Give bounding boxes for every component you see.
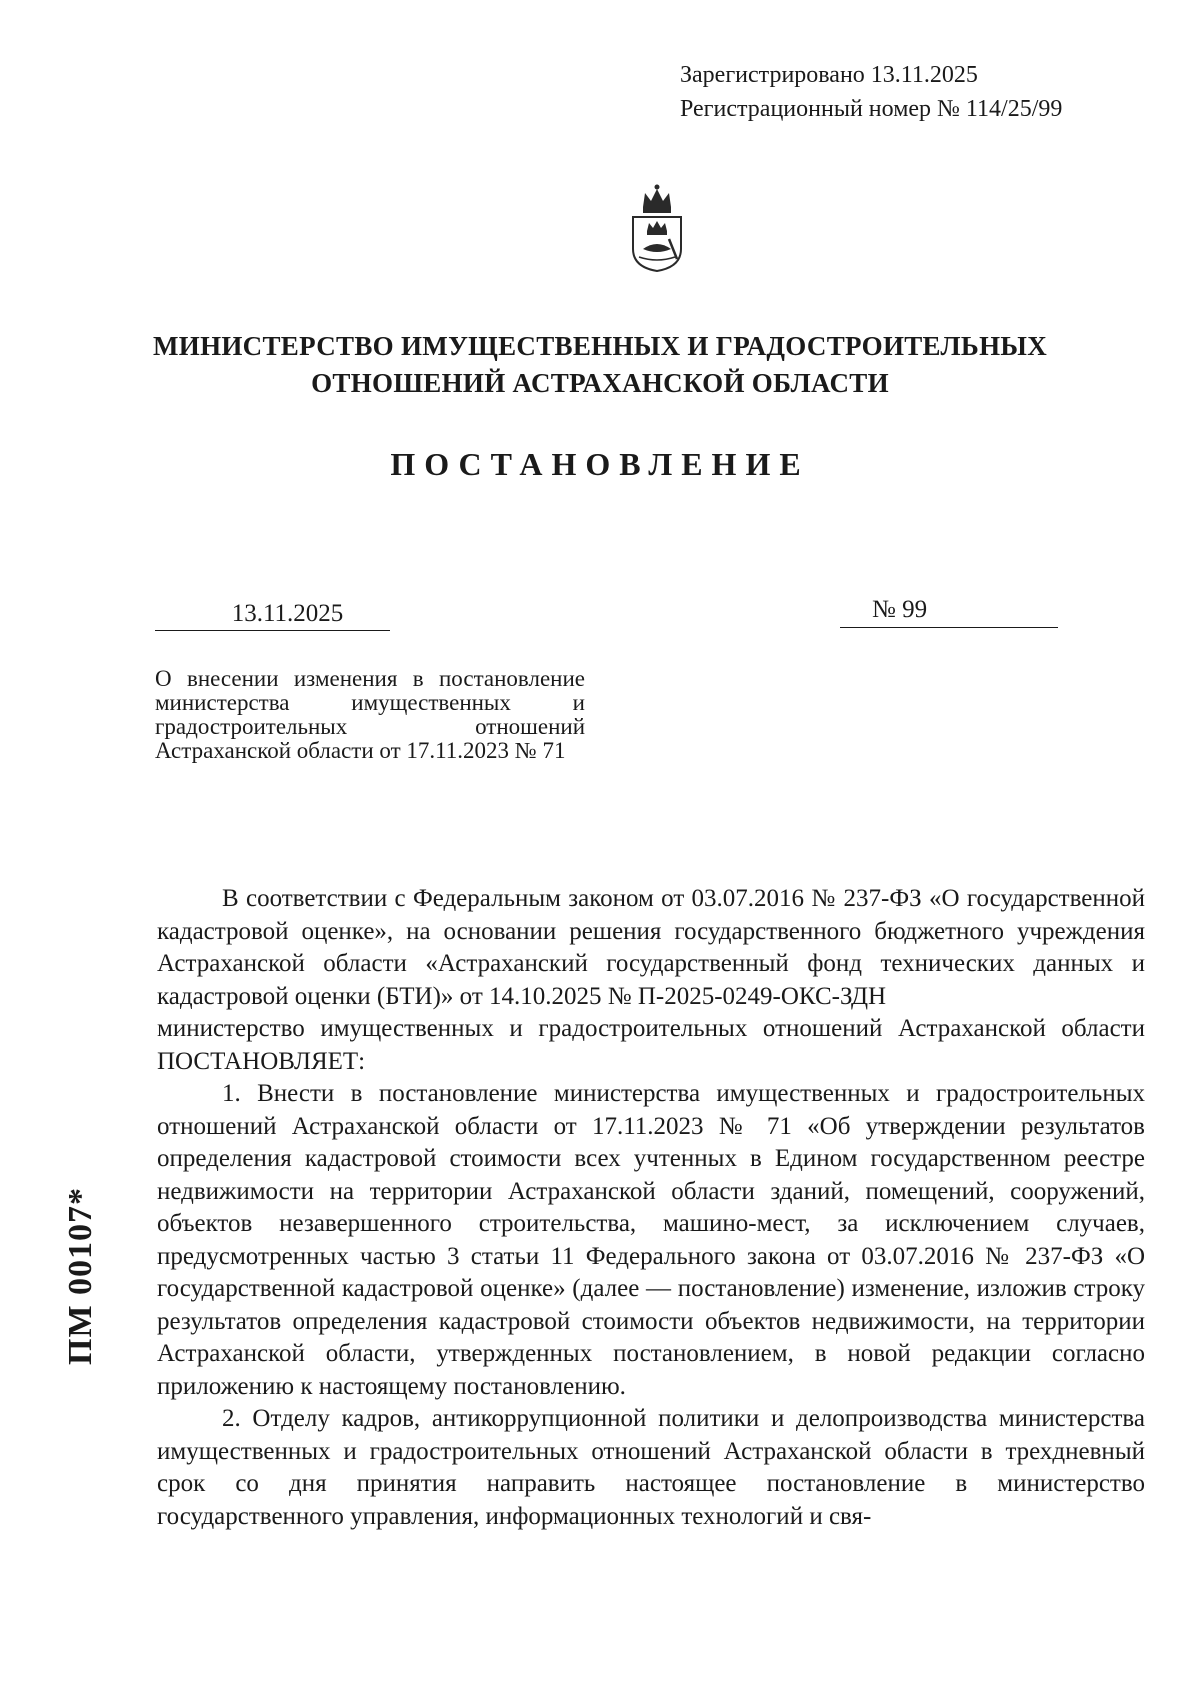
ministry-name	[100, 328, 1100, 402]
item-1-paragraph: 1. Внести в постановление министерства имущественных и градостроительных отношений Астраханской области от 17.11.2023 № 71 «Об утверждении результатов определения кадастровой стоимости всех учтенных в Едином государственном реестре недвижимости на территории Астраханской области зданий, помещений, сооружений, объектов незавершенного строительства, машино-мест, за исключением случаев, предусмотренных частью 3 статьи 11 Федерального закона от 03.07.2016 № 237-ФЗ «О государственной кадастровой оценке» (далее — постановление) изменение, изложив строку результатов определения кадастровой стоимости объектов недвижимости, на территории Астраханской области, утвержденных постановлением, в новой редакции согласно приложению к настоящему постановлению.	[157, 1080, 1145, 1400]
document-number: № 99	[872, 596, 928, 623]
registration-stamp	[680, 58, 1062, 126]
registration-date: Зарегистрировано 13.11.2025	[680, 62, 978, 88]
document-subject: О внесении изменения в постановление министерства имущественных и градостроительных отношений Астраханской области от 17.11.2023 № 71	[155, 666, 585, 763]
document-number-field	[840, 593, 1058, 628]
coat-of-arms-icon	[625, 183, 689, 273]
preamble-paragraph: В соответствии с Федеральным законом от 03.07.2016 № 237-ФЗ «О государственной кадастровой оценке», на основании решения государственного бюджетного учреждения Астраханской области «Астраханский государственный фонд технических данных и кадастровой оценки (БТИ)» от 14.10.2025 № П-2025-0249-ОКС-ЗДН	[157, 885, 1145, 1010]
document-type-title: ПОСТАНОВЛЕНИЕ	[390, 446, 810, 482]
side-registration-mark: ПМ 00107*	[62, 1186, 99, 1365]
registration-number: Регистрационный номер № 114/25/99	[680, 96, 1063, 122]
document-body	[157, 883, 1145, 1533]
document-date-field	[155, 598, 390, 631]
ministry-line-2: ОТНОШЕНИЙ АСТРАХАНСКОЙ ОБЛАСТИ	[311, 368, 889, 398]
document-date: 13.11.2025	[231, 600, 344, 627]
item-2-paragraph: 2. Отделу кадров, антикоррупционной политики и делопроизводства министерства имущественных и градостроительных отношений Астраханской области в трехдневный срок со дня принятия направить настоящее постановление в министерство государственного управления, информационных технологий и свя-	[157, 1405, 1145, 1530]
ministry-line-1: МИНИСТЕРСТВО ИМУЩЕСТВЕННЫХ И ГРАДОСТРОИТЕЛЬНЫХ	[152, 331, 1047, 361]
resolution-paragraph: министерство имущественных и градостроительных отношений Астраханской области ПОСТАНОВЛЯЕТ:	[157, 1015, 1145, 1075]
